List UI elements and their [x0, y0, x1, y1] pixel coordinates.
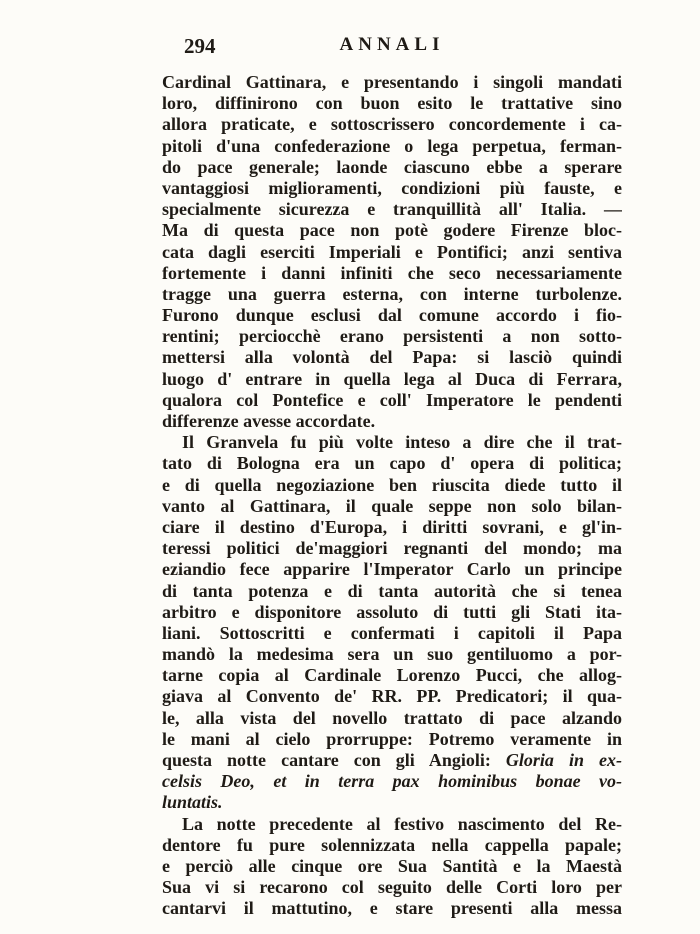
text-line — [162, 305, 622, 326]
line-text: eziandio fece apparire l'Imperator Carlo un principe — [162, 559, 622, 580]
text-line — [162, 242, 622, 263]
text-line — [162, 326, 622, 347]
text-line — [162, 178, 622, 199]
text-line — [162, 93, 622, 114]
text-line — [162, 72, 622, 93]
text-line — [162, 347, 622, 368]
line-text: loro, diffinirono con buon esito le trattative sino — [162, 93, 622, 114]
text-line — [162, 877, 622, 898]
body-text — [162, 72, 622, 920]
line-italic-text: celsis Deo, et in terra pax hominibus bonae vo- — [162, 771, 622, 792]
text-line — [162, 114, 622, 135]
line-text: Sua vi si recarono col seguito delle Corti loro per — [162, 877, 622, 898]
text-line — [162, 411, 622, 432]
line-text: giava al Convento de' RR. PP. Predicatori; il qua- — [162, 686, 622, 707]
text-line — [162, 390, 622, 411]
line-text: tarne copia al Cardinale Lorenzo Pucci, che allog- — [162, 665, 622, 686]
line-text: arbitro e disponitore assoluto di tutti gli Stati ita- — [162, 601, 622, 622]
text-line — [162, 538, 622, 559]
line-text: luogo d' entrare in quella lega al Duca di Ferrara, — [162, 368, 622, 389]
text-line — [162, 602, 622, 623]
text-line — [162, 644, 622, 665]
line-text: mandò la medesima sera un suo gentiluomo a por- — [162, 644, 622, 665]
text-line — [162, 665, 622, 686]
line-text: do pace generale; laonde ciascuno ebbe a sperare — [162, 156, 622, 177]
running-title: ANNALI — [339, 34, 445, 55]
text-line — [162, 559, 622, 580]
line-text: vantaggiosi miglioramenti, condizioni più fauste, e — [162, 177, 622, 198]
line-text: Furono dunque esclusi dal comune accordo i fio- — [162, 305, 622, 326]
line-text: e perciò alle cinque ore Sua Santità e la Maestà — [162, 855, 622, 876]
line-text: cata dagli eserciti Imperiali e Pontifici; anzi sentiva — [162, 241, 622, 262]
text-line — [162, 856, 622, 877]
line-text: mettersi alla volontà del Papa: si lasciò quindi — [162, 347, 622, 368]
text-line — [162, 792, 622, 813]
line-text: specialmente sicurezza e tranquillità all' Italia. — — [162, 199, 622, 220]
line-text: Ma di questa pace non potè godere Firenze bloc- — [162, 220, 622, 241]
line-text: liani. Sottoscritti e confermati i capitoli il Papa — [162, 622, 622, 643]
text-line — [162, 475, 622, 496]
line-text: tragge una guerra esterna, con interne turbolenze. — [162, 283, 622, 304]
text-line — [162, 686, 622, 707]
text-line — [162, 517, 622, 538]
line-text: questa notte cantare con gli Angioli: — [162, 750, 506, 770]
line-text: tato di Bologna era un capo d' opera di politica; — [162, 453, 622, 474]
text-line — [162, 623, 622, 644]
line-italic-text: Gloria in ex- — [505, 750, 622, 770]
line-text: le mani al cielo prorruppe: Potremo veramente in — [162, 728, 622, 749]
text-line — [162, 263, 622, 284]
line-text: le, alla vista del novello trattato di pace alzando — [162, 707, 622, 728]
line-text: Cardinal Gattinara, e presentando i singoli mandati — [162, 72, 622, 92]
page-number: 294 — [184, 34, 216, 58]
line-text: rentini; perciocchè erano persistenti a non sotto- — [162, 326, 622, 347]
text-line — [162, 453, 622, 474]
line-text: fortemente i danni infiniti che seco necessariamente — [162, 262, 622, 283]
line-text: differenze avesse accordate. — [162, 411, 376, 431]
text-line — [162, 136, 622, 157]
line-text: La notte precedente al festivo nascimento del Re- — [182, 813, 622, 834]
line-italic-text: luntatis. — [162, 792, 223, 813]
line-text: ciare il destino d'Europa, i diritti sovrani, e gl'in- — [162, 516, 622, 537]
text-line — [162, 432, 622, 453]
line-text: pitoli d'una confederazione o lega perpetua, ferman- — [162, 135, 622, 156]
text-line — [162, 835, 622, 856]
line-text: dentore fu pure solennizzata nella cappella papale; — [162, 834, 622, 855]
text-line — [162, 814, 622, 835]
page-header — [162, 34, 622, 60]
text-line — [162, 284, 622, 305]
text-line — [162, 157, 622, 178]
text-line — [162, 750, 622, 771]
line-text: e di quella negoziazione ben riuscita diede tutto il — [162, 474, 622, 495]
text-line — [162, 581, 622, 602]
line-text: teressi politici de'maggiori regnanti del mondo; ma — [162, 538, 622, 559]
text-line — [162, 496, 622, 517]
line-text: qualora col Pontefice e coll' Imperatore le pendenti — [162, 389, 622, 410]
text-line — [162, 729, 622, 750]
text-line — [162, 708, 622, 729]
line-text: allora praticate, e sottoscrissero concordemente i ca- — [162, 114, 622, 135]
text-line — [162, 369, 622, 390]
line-text: di tanta potenza e di tanta autorità che si tenea — [162, 580, 622, 601]
text-line — [162, 220, 622, 241]
text-line — [162, 771, 622, 792]
text-line — [162, 898, 622, 919]
text-line — [162, 199, 622, 220]
line-text: vanto al Gattinara, il quale seppe non solo bilan- — [162, 495, 622, 516]
line-text: Il Granvela fu più volte inteso a dire che il trat- — [182, 432, 622, 453]
line-text: cantarvi il mattutino, e stare presenti alla messa — [162, 898, 622, 919]
